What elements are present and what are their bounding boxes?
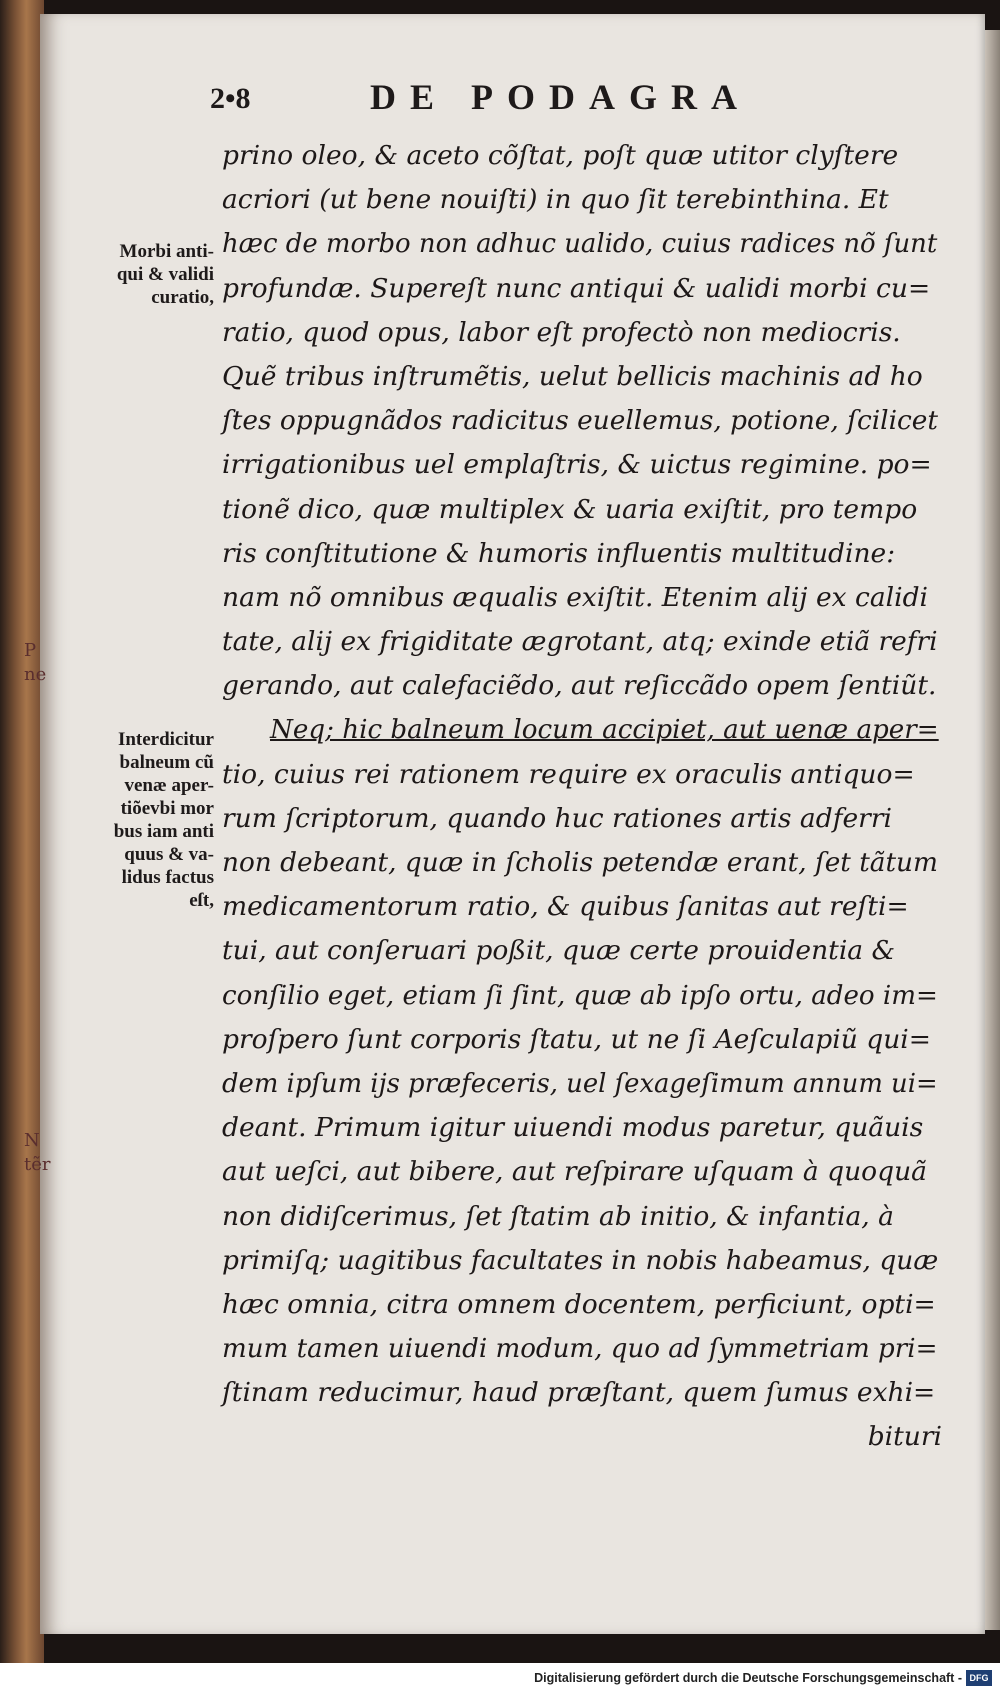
text-line: Quẽ tribus inſtrumẽtis, uelut bellicis machinis ad ho bbox=[222, 360, 923, 392]
text-line: rum ſcriptorum, quando huc rationes artis adferri bbox=[222, 802, 892, 834]
text-line: aut ueſci, aut bibere, aut reſpirare uſquam à quoquã bbox=[222, 1156, 927, 1188]
text-line: ris conſtitutione & humoris influentis multitudine: bbox=[222, 537, 896, 569]
text-line: conſilio eget, etiam ſi ſint, quæ ab ipſo ortu, adeo im= bbox=[222, 980, 938, 1011]
edge-fragment: P bbox=[24, 640, 37, 661]
text-line: profundæ. Supereſt nunc antiqui & ualidi morbi cu= bbox=[222, 272, 931, 304]
edge-fragment: tẽr bbox=[24, 1154, 51, 1175]
text-line: dem ipſum ijs præfeceris, uel ſexageſimum annum ui= bbox=[222, 1068, 938, 1099]
marginal-line: curatio, bbox=[151, 287, 214, 308]
text-line: gerando, aut calefaciẽdo, aut reſiccãdo opem ſentiũt. bbox=[222, 670, 937, 702]
page-edge bbox=[985, 30, 1000, 1630]
page-number: 2•8 bbox=[210, 82, 251, 115]
text-line: hæc de morbo non adhuc ualido, cuius radices nõ ſunt bbox=[222, 229, 938, 260]
facing-page-fragments bbox=[24, 640, 68, 1200]
dfg-logo-icon: DFG bbox=[966, 1670, 992, 1686]
marginal-line: lidus factus bbox=[121, 867, 214, 888]
text-line: hæc omnia, citra omnem docentem, perficiunt, opti= bbox=[222, 1288, 936, 1320]
funding-credit: Digitalisierung gefördert durch die Deutsche Forschungsgemeinschaft - bbox=[534, 1671, 962, 1685]
text-line: ſtes oppugnãdos radicitus euellemus, potione, ſcilicet bbox=[222, 406, 939, 437]
text-line: ſtinam reducimur, haud præſtant, quem ſumus exhi= bbox=[222, 1377, 936, 1409]
edge-fragment: ne bbox=[24, 664, 47, 685]
catchword: bituri bbox=[867, 1421, 942, 1453]
text-line: medicamentorum ratio, & quibus ſanitas aut reſti= bbox=[222, 891, 909, 923]
text-line: primiſq; uagitibus facultates in nobis habeamus, quæ bbox=[222, 1244, 939, 1276]
marginal-line: tiõevbi mor bbox=[120, 798, 214, 819]
text-line: non debeant, quæ in ſcholis petendæ erant, ſet tãtum bbox=[222, 848, 938, 878]
text-line: nam nõ omnibus æqualis exiſtit. Etenim alij ex calidi bbox=[222, 581, 929, 613]
marginal-note bbox=[68, 728, 214, 912]
underlined-text: Neq; hic balneum locum accipiet, aut uenæ aper= bbox=[270, 715, 939, 746]
text-line: irrigationibus uel emplaſtris, & uictus regimine. po= bbox=[222, 449, 932, 481]
running-head bbox=[210, 76, 770, 126]
marginal-line: eſt, bbox=[189, 890, 214, 911]
marginal-line: venæ aper- bbox=[124, 775, 214, 796]
text-line bbox=[222, 708, 942, 752]
marginal-note bbox=[68, 240, 214, 309]
text-line: tui, aut conſeruari poßit, quæ certe prouidentia & bbox=[222, 935, 896, 967]
marginal-line: balneum cũ bbox=[119, 752, 214, 773]
marginal-line: Interdicitur bbox=[117, 729, 214, 750]
text-line: tate, alij ex frigiditate ægrotant, atq; exinde etiã refri bbox=[222, 627, 938, 658]
running-title: DE PODAGRA bbox=[370, 77, 751, 117]
marginal-line: quus & va- bbox=[124, 844, 214, 865]
marginal-line: qui & validi bbox=[116, 264, 214, 285]
body-text bbox=[222, 134, 942, 1460]
edge-fragment: N bbox=[24, 1130, 40, 1151]
text-line: tio, cuius rei rationem require ex oraculis antiquo= bbox=[222, 758, 915, 790]
footer-bar bbox=[0, 1663, 1000, 1695]
marginal-line: Morbi anti- bbox=[119, 241, 214, 262]
text-line: acriori (ut bene nouiſti) in quo ſit terebinthina. Et bbox=[222, 184, 889, 216]
text-line: ratio, quod opus, labor eſt profectò non mediocris. bbox=[222, 316, 901, 348]
marginal-line: bus iam anti bbox=[113, 821, 214, 842]
text-line: non didiſcerimus, ſet ſtatim ab initio, & infantia, à bbox=[222, 1200, 894, 1232]
text-line: prino oleo, & aceto cõſtat, poſt quæ utitor clyſtere bbox=[222, 140, 899, 171]
text-line: mum tamen uiuendi modum, quo ad ſymmetriam pri= bbox=[222, 1334, 938, 1365]
text-line: proſpero ſunt corporis ſtatu, ut ne ſi Aeſculapiũ qui= bbox=[222, 1023, 931, 1055]
text-line: tionẽ dico, quæ multiplex & uaria exiſtit, pro tempo bbox=[222, 493, 918, 525]
text-line: deant. Primum igitur uiuendi modus paretur, quãuis bbox=[222, 1112, 924, 1144]
